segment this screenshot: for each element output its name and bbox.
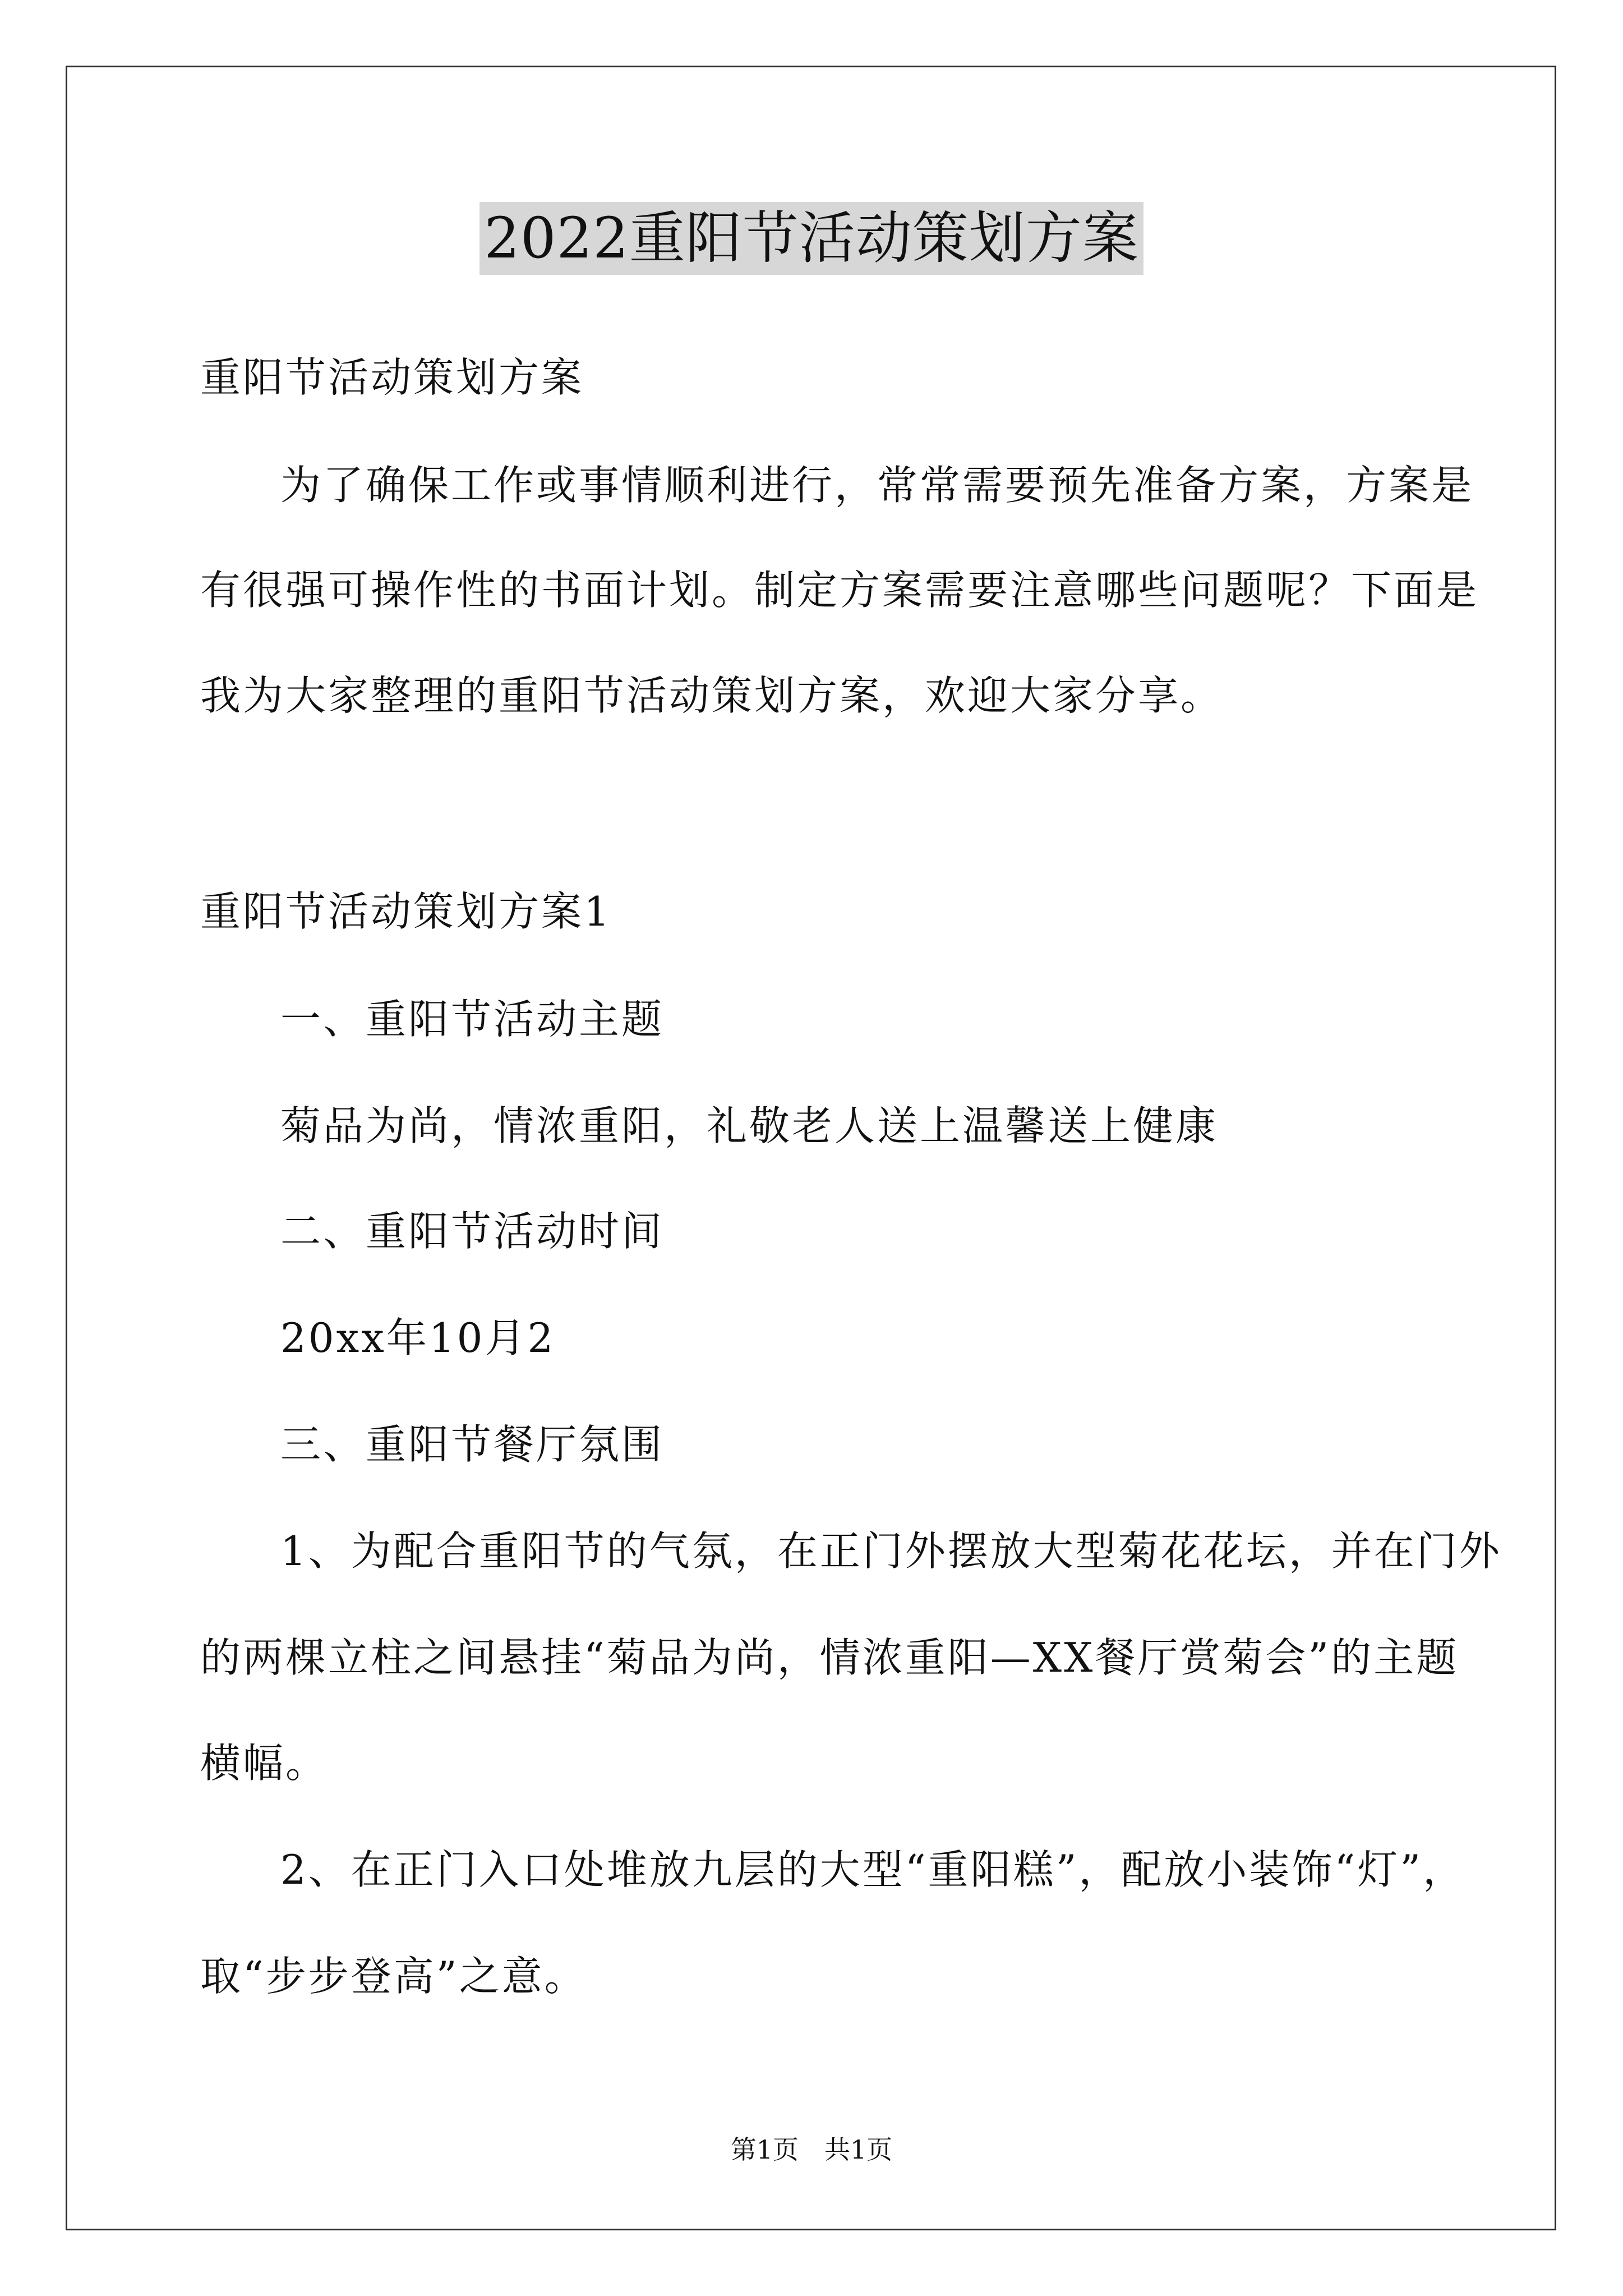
document-title: 2022重阳节活动策划方案 bbox=[479, 202, 1144, 275]
item2-line-2: 取“步步登高”之意。 bbox=[200, 1953, 587, 2000]
intro-line-3: 我为大家整理的重阳节活动策划方案，欢迎大家分享。 bbox=[200, 672, 1224, 719]
time-text: 20xx年10月2 bbox=[280, 1314, 556, 1361]
theme-text: 菊品为尚，情浓重阳，礼敬老人送上温馨送上健康 bbox=[280, 1102, 1219, 1149]
item2-line-1: 2、在正门入口处堆放九层的大型“重阳糕”，配放小装饰“灯”， bbox=[280, 1846, 1466, 1893]
section-heading: 重阳节活动策划方案1 bbox=[200, 888, 612, 935]
item1-line-2: 的两棵立柱之间悬挂“菊品为尚，情浓重阳—XX餐厅赏菊会”的主题 bbox=[200, 1634, 1459, 1681]
page-footer: 第1页 共1页 bbox=[730, 2134, 893, 2165]
intro-line-2: 有很强可操作性的书面计划。制定方案需要注意哪些问题呢？下面是 bbox=[200, 567, 1479, 614]
item1-line-1: 1、为配合重阳节的气氛，在正门外摆放大型菊花花坛，并在门外 bbox=[280, 1527, 1502, 1575]
atmosphere-heading: 三、重阳节餐厅氛围 bbox=[280, 1421, 665, 1468]
theme-heading: 一、重阳节活动主题 bbox=[280, 996, 665, 1043]
time-heading: 二、重阳节活动时间 bbox=[280, 1208, 665, 1255]
title-container bbox=[0, 202, 1623, 275]
item1-line-3: 横幅。 bbox=[200, 1740, 329, 1787]
subtitle: 重阳节活动策划方案 bbox=[200, 354, 584, 401]
intro-line-1: 为了确保工作或事情顺利进行，常常需要预先准备方案，方案是 bbox=[280, 462, 1474, 509]
